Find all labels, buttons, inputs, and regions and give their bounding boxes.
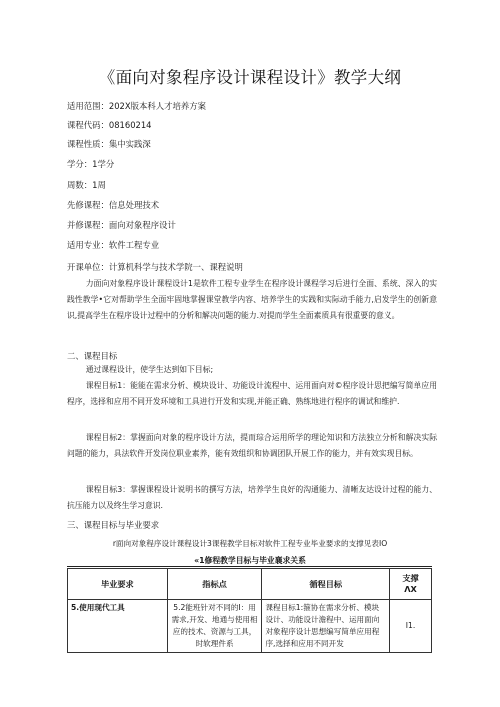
intro-paragraph: 力面向对象程序设计课程设计1是软件工程专业学生在程序设计课程学习后进行全面、系统、深入的实践性教学•它对帮助学生全面牢固地掌握课堂教学内容、培养学生的实践和实际动手能力,启发学生的创新意识,提高学生在程序设计过程中的分析和解决问题的能力.对提而学生全面素质具有很重要的意义。 [67,279,437,320]
table-title: «1修程教学目标与毕业襄求关系 [194,556,306,565]
cell-support: I1. [390,600,432,653]
requirements-table [67,568,432,653]
meta-major: 适用专业：软件工程专业 [67,240,160,250]
header-goal: 循程目标 [262,569,390,600]
goal-2-paragraph: 课程目标2：掌握面向对象的程序设计方法，提而琮合运用所学的理论知识和方法独立分析和解决实际问题的能力，具法软件开发岗位职业素养，能有效组织和协调团队开展工作的能力，并有效实现目标。 [67,433,437,458]
header-requirement: 毕业要求 [68,569,168,600]
section-3-heading: 三、课程目标与毕业要求 [67,520,160,530]
cell-goal: 课程目标1:箍协在需求分析、模块设计、功能设计澹程中、运用面向对象程序设计思想编写简单应用程序,选择和应用不同开发 [262,600,390,653]
table-header-row [68,569,432,600]
meta-credits: 学分：1学分 [67,159,115,169]
header-support: 支撑 ΛX [390,569,432,600]
meta-weeks: 周数：1周 [67,180,106,190]
meta-course-code: 课程代码：08160214 [67,120,152,130]
table-row [68,600,432,653]
meta-prerequisite: 先修课程：信息处理技术 [67,200,160,210]
meta-corequisite: 并修课程：面向对象程序设计 [67,220,176,230]
meta-course-nature: 课程性质：集中实践深 [67,139,151,149]
header-indicator: 指标点 [167,569,262,600]
section-2-heading: 二、课程目标 [67,351,118,361]
goal-3-paragraph: 课程目标3：掌握课程设计说明书的撰写方法，培养学生良好的沟通能力、清晰友达设计过程的能力、抗压能力以及终生学习意识. [67,485,437,510]
section-2-intro: 通过课程设计，使学生达到如下目标; [85,365,214,374]
meta-department: 开课单位：计算机科学与技术学院一、课程说明 [67,262,243,272]
cell-requirement: 5.使用现代工具 [68,600,168,653]
document-title: 《面向对象程序设计课程设计》教学大纲 [98,68,402,87]
table-top-rule [67,566,432,567]
meta-scope: 适用范围：202X版本科人才培养方案 [67,101,206,111]
goal-1-paragraph: 课程目标1：能能在需求分析、模块设计、功能设计流程中、运用面向对©程序设计思把编写简单应用程序，选择和应用不同开发环境和工具进行开发和实现,并能正确、熟练地进行程序的调试和维护. [67,381,437,406]
section-3-caption: r面向对象程序设计课程设计3课程教学目标对软件工程专业毕业要求的支撑见表IO [112,539,388,548]
cell-indicator: 5.2能班针对不同的I：用需求,开发、地通与使用相应的技术、资源与工具，时软理件系 [167,600,262,653]
